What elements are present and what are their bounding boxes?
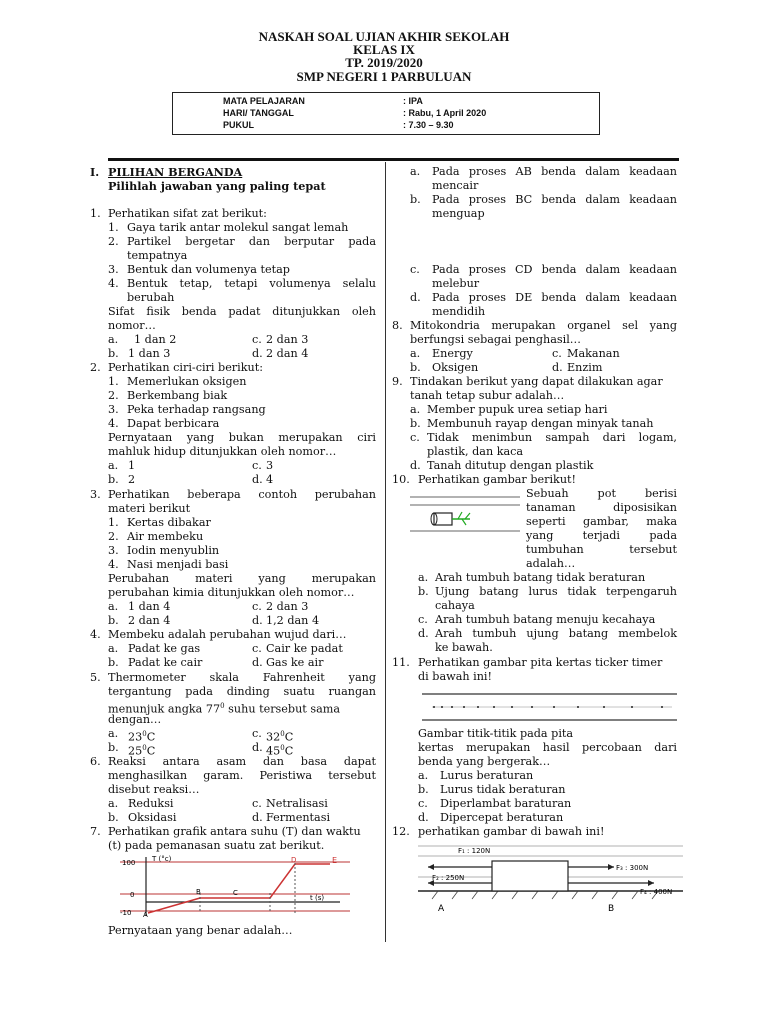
option-letter: c.: [418, 613, 428, 626]
list-item: Iodin menyublin: [127, 544, 220, 557]
option-letter: b.: [108, 614, 119, 627]
option-c: Makanan: [567, 347, 620, 360]
force-label-f2: F₂ : 250N: [432, 874, 465, 882]
option-c: Tidak menimbun sampah dari logam,: [427, 431, 677, 444]
option-letter: d.: [552, 361, 563, 374]
option-letter: a.: [108, 459, 119, 472]
option-d: Gas ke air: [266, 656, 324, 669]
y-tick-label: -10: [120, 909, 132, 917]
item-number: 1.: [108, 375, 119, 388]
list-item: Bentuk dan volumenya tetap: [127, 263, 290, 276]
point-label-b: B: [196, 888, 201, 896]
class-label: KELAS IX: [353, 42, 415, 57]
option-letter: c.: [410, 263, 420, 276]
option-b: 2 dan 4: [128, 614, 171, 627]
option-letter: a.: [418, 769, 429, 782]
option-b: $25^0C$: [128, 744, 156, 758]
option-letter: d.: [252, 656, 263, 669]
question-number: 10.: [392, 473, 410, 486]
question-ask: Pernyataan yang benar adalah…: [108, 924, 293, 937]
question-ask: perubahan kimia ditunjukkan oleh nomor…: [108, 586, 355, 599]
option-b: Membunuh rayap dengan minyak tanah: [427, 417, 654, 430]
list-item: tempatnya: [127, 249, 188, 262]
item-number: 3.: [108, 403, 119, 416]
option-c: 2 dan 3: [266, 333, 309, 346]
point-label-b: B: [608, 904, 615, 914]
temperature-time-graph: [120, 853, 350, 917]
question-stem: tergantung pada dinding suatu ruangan: [108, 685, 376, 698]
option-c: Diperlambat baraturan: [440, 797, 572, 810]
question-number: 11.: [392, 656, 410, 669]
y-tick-label: 0: [130, 891, 135, 899]
list-item: Memerlukan oksigen: [127, 375, 247, 388]
option-letter: b.: [410, 193, 421, 206]
question-number: 4.: [90, 628, 101, 641]
question-number: 6.: [90, 755, 101, 768]
option-letter: b.: [108, 656, 119, 669]
option-letter: a.: [108, 727, 119, 740]
option-letter: c.: [552, 347, 562, 360]
question-number: 3.: [90, 488, 101, 501]
question-stem: (t) pada pemanasan suatu zat berikut.: [108, 839, 325, 852]
point-label-a: A: [143, 911, 148, 917]
option-d: Arah tumbuh ujung batang membelok: [435, 627, 677, 640]
question-stem: perhatikan gambar di bawah ini!: [418, 825, 605, 838]
y-axis-label: T (°c): [152, 855, 172, 863]
option-a: Arah tumbuh batang tidak beraturan: [435, 571, 646, 584]
option-b: Padat ke cair: [128, 656, 203, 669]
question-number: 2.: [90, 361, 101, 374]
option-letter: d.: [252, 347, 263, 360]
option-letter: a.: [108, 333, 119, 346]
list-item: Kertas dibakar: [127, 516, 211, 529]
question-stem: Tindakan berikut yang dapat dilakukan agar: [410, 375, 663, 388]
question-stem: berfungsi sebagai penghasil…: [410, 333, 581, 346]
item-number: 2.: [108, 389, 119, 402]
item-number: 4.: [108, 417, 119, 430]
option-a: 1 dan 2: [134, 333, 177, 346]
option-d: 1,2 dan 4: [266, 614, 320, 627]
school-year: TP. 2019/2020: [345, 55, 423, 70]
question-ask: Perubahan materi yang merupakan: [108, 572, 376, 585]
force-diagram-figure: [418, 843, 683, 917]
option-letter: a.: [410, 165, 421, 178]
option-letter: b.: [410, 361, 421, 374]
option-letter: c.: [252, 459, 262, 472]
question-number: 12.: [392, 825, 410, 838]
option-letter: a.: [418, 571, 429, 584]
question-number: 7.: [90, 825, 101, 838]
list-item: Nasi menjadi basi: [127, 558, 229, 571]
question-stem: materi berikut: [108, 502, 191, 515]
question-number: 9.: [392, 375, 403, 388]
question-ask: Gambar titik-titik pada pita: [418, 727, 574, 740]
option-a: 1 dan 4: [128, 600, 171, 613]
option-letter: c.: [252, 333, 262, 346]
question-stem: Perhatikan ciri-ciri berikut:: [108, 361, 263, 374]
question-stem: Perhatikan gambar pita kertas ticker timer: [418, 656, 663, 669]
question-stem: menunjuk angka $77^0$ suhu tersebut sama: [108, 702, 341, 716]
option-c: Arah tumbuh batang menuju kecahaya: [435, 613, 656, 626]
option-b: cahaya: [435, 599, 475, 612]
question-ask: mahluk hidup ditunjukkan oleh nomor…: [108, 445, 337, 458]
option-d: Tanah ditutup dengan plastik: [427, 459, 594, 472]
day-label: HARI/ TANGGAL: [223, 108, 294, 118]
item-number: 2.: [108, 530, 119, 543]
option-d: mendidih: [432, 305, 486, 318]
option-d: 2 dan 4: [266, 347, 309, 360]
question-stem: Mitokondria merupakan organel sel yang: [410, 319, 677, 332]
question-ask: Sifat fisik benda padat ditunjukkan oleh: [108, 305, 376, 318]
option-b: Ujung batang lurus tidak terpengaruh: [435, 585, 677, 598]
option-letter: d.: [410, 291, 421, 304]
option-letter: a.: [108, 797, 119, 810]
question-ask: Pernyataan yang bukan merupakan ciri: [108, 431, 376, 444]
point-label-c: C: [233, 889, 238, 897]
list-item: Peka terhadap rangsang: [127, 403, 266, 416]
question-stem: Perhatikan sifat zat berikut:: [108, 207, 267, 220]
question-description: adalah…: [526, 557, 576, 570]
question-ask: kertas merupakan hasil percobaan dari: [418, 741, 677, 754]
list-item: berubah: [127, 291, 175, 304]
question-stem: Perhatikan beberapa contoh perubahan: [108, 488, 376, 501]
question-stem: Thermometer skala Fahrenheit yang: [108, 671, 376, 684]
exam-info-box: [172, 92, 600, 135]
question-ask: nomor…: [108, 319, 156, 332]
option-d: Enzim: [567, 361, 603, 374]
point-label-a: A: [438, 904, 445, 914]
option-b: Oksidasi: [128, 811, 177, 824]
question-stem: menghasilkan garam. Peristiwa tersebut: [108, 769, 376, 782]
column-divider: [385, 162, 386, 942]
option-c: 3: [266, 459, 274, 472]
option-letter: a.: [410, 347, 421, 360]
item-number: 3.: [108, 263, 119, 276]
option-b: 1 dan 3: [128, 347, 171, 360]
option-b: menguap: [432, 207, 485, 220]
item-number: 3.: [108, 544, 119, 557]
question-ask: benda yang bergerak…: [418, 755, 551, 768]
exam-title: NASKAH SOAL UJIAN AKHIR SEKOLAH: [258, 29, 510, 44]
option-letter: c.: [252, 642, 262, 655]
force-label-f3: F₃ : 300N: [616, 864, 649, 872]
option-letter: a.: [108, 642, 119, 655]
option-letter: b.: [418, 585, 429, 598]
question-stem: di bawah ini!: [418, 670, 492, 683]
option-letter: b.: [108, 811, 119, 824]
question-stem: Membeku adalah perubahan wujud dari…: [108, 628, 347, 641]
list-item: Bentuk tetap, tetapi volumenya selalu: [127, 277, 376, 290]
force-label-f4: F₄ : 400N: [640, 888, 673, 896]
question-description: tanaman diposisikan: [526, 501, 677, 514]
option-a: Pada proses AB benda dalam keadaan: [432, 165, 677, 178]
option-d: $45^0C$: [266, 744, 294, 758]
school-name: SMP NEGERI 1 PARBULUAN: [296, 69, 472, 84]
list-item: Partikel bergetar dan berputar pada: [127, 235, 376, 248]
question-number: 1.: [90, 207, 101, 220]
option-letter: d.: [252, 741, 263, 754]
option-b: 2: [128, 473, 136, 486]
option-letter: d.: [418, 811, 429, 824]
list-item: Air membeku: [127, 530, 204, 543]
ticker-tape-figure: [422, 690, 677, 724]
option-letter: b.: [418, 783, 429, 796]
question-description: tumbuhan tersebut: [526, 543, 677, 556]
option-letter: b.: [108, 741, 119, 754]
option-letter: c.: [418, 797, 428, 810]
question-description: yang terjadi pada: [526, 529, 677, 542]
time-value: : 7.30 – 9.30: [403, 120, 454, 130]
option-letter: d.: [252, 473, 263, 486]
question-number: 5.: [90, 671, 101, 684]
option-c: Netralisasi: [266, 797, 328, 810]
section-title: PILIHAN BERGANDA: [108, 165, 243, 179]
section-number: I.: [90, 165, 100, 179]
option-d: Pada proses DE benda dalam keadaan: [432, 291, 677, 304]
header-divider: [108, 158, 679, 161]
point-label-e: E: [332, 856, 338, 865]
option-d: 4: [266, 473, 274, 486]
option-letter: d.: [410, 459, 421, 472]
day-value: : Rabu, 1 April 2020: [403, 108, 487, 118]
subject-value: : IPA: [403, 96, 423, 106]
list-item: Gaya tarik antar molekul sangat lemah: [127, 221, 349, 234]
section-instruction: Pilihlah jawaban yang paling tepat: [108, 179, 326, 193]
option-a: Member pupuk urea setiap hari: [427, 403, 608, 416]
option-letter: d.: [252, 811, 263, 824]
option-letter: b.: [410, 417, 421, 430]
list-item: Dapat berbicara: [127, 417, 220, 430]
option-letter: a.: [108, 600, 119, 613]
item-number: 2.: [108, 235, 119, 248]
option-a: Energy: [432, 347, 473, 360]
option-letter: a.: [410, 403, 421, 416]
option-a: Reduksi: [128, 797, 174, 810]
option-letter: d.: [252, 614, 263, 627]
item-number: 1.: [108, 221, 119, 234]
point-label-d: D: [291, 856, 297, 864]
option-letter: c.: [252, 727, 262, 740]
option-c: Pada proses CD benda dalam keadaan: [432, 263, 677, 276]
option-a: 1: [128, 459, 136, 472]
option-d: Fermentasi: [266, 811, 331, 824]
x-axis-label: t (s): [310, 894, 325, 902]
plant-pot-figure: [410, 491, 520, 533]
option-b: Pada proses BC benda dalam keadaan: [432, 193, 677, 206]
question-stem: disebut reaksi…: [108, 783, 200, 796]
option-c: 2 dan 3: [266, 600, 309, 613]
option-b: Oksigen: [432, 361, 479, 374]
list-item: Berkembang biak: [127, 389, 228, 402]
item-number: 4.: [108, 558, 119, 571]
option-d: Dipercepat beraturan: [440, 811, 564, 824]
subject-label: MATA PELAJARAN: [223, 96, 305, 106]
force-label-f1: F₁ : 120N: [458, 847, 491, 855]
question-stem: tanah tetap subur adalah…: [410, 389, 565, 402]
item-number: 1.: [108, 516, 119, 529]
y-tick-label: 100: [122, 859, 136, 867]
question-number: 8.: [392, 319, 403, 332]
question-stem: Reaksi antara asam dan basa dapat: [108, 755, 376, 768]
option-a: $23^0C$: [128, 730, 156, 744]
time-label: PUKUL: [223, 120, 254, 130]
option-a: Lurus beraturan: [440, 769, 534, 782]
option-d: ke bawah.: [435, 641, 493, 654]
option-letter: d.: [418, 627, 429, 640]
option-letter: c.: [410, 431, 420, 444]
question-stem: Perhatikan gambar berikut!: [418, 473, 577, 486]
option-c: plastik, dan kaca: [427, 445, 524, 458]
option-b: Lurus tidak beraturan: [440, 783, 566, 796]
option-c: Cair ke padat: [266, 642, 343, 655]
question-stem: dengan…: [108, 713, 162, 726]
option-letter: b.: [108, 473, 119, 486]
question-description: Sebuah pot berisi: [526, 487, 677, 500]
option-c: $32^0C$: [266, 730, 294, 744]
question-description: seperti gambar, maka: [526, 515, 677, 528]
option-letter: c.: [252, 797, 262, 810]
option-c: melebur: [432, 277, 480, 290]
option-letter: b.: [108, 347, 119, 360]
question-stem: Perhatikan grafik antara suhu (T) dan waktu: [108, 825, 361, 838]
item-number: 4.: [108, 277, 119, 290]
option-letter: c.: [252, 600, 262, 613]
option-a: Padat ke gas: [128, 642, 201, 655]
option-a: mencair: [432, 179, 479, 192]
